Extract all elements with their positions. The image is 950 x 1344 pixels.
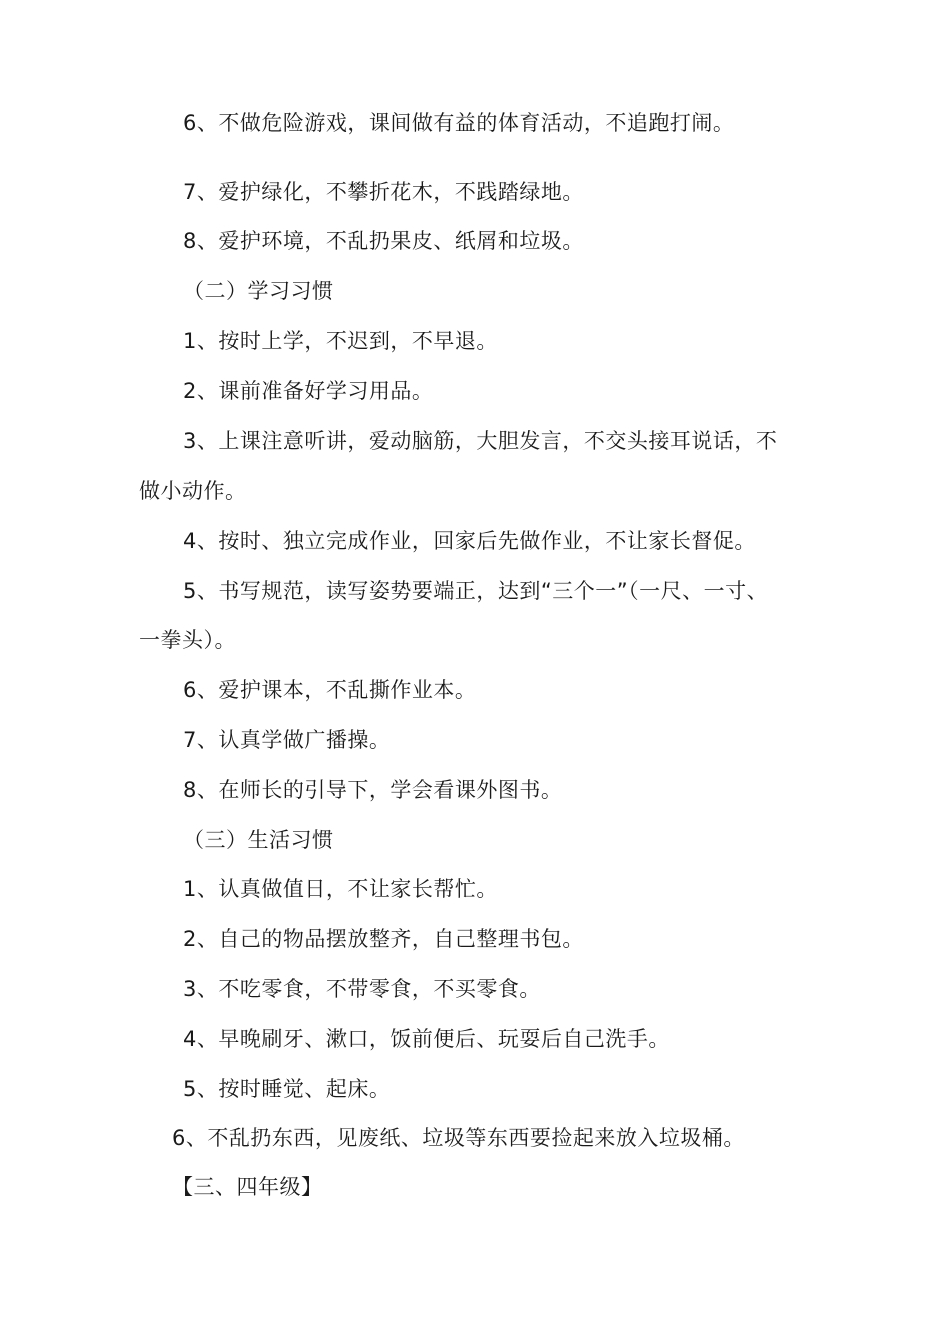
section-heading-study-habits: （二）学习习惯 bbox=[183, 279, 334, 303]
text-line-conduct-6: 6、不做危险游戏，课间做有益的体育活动，不追跑打闹。 bbox=[183, 111, 735, 135]
text-line-life-6: 6、不乱扔东西，见废纸、垃圾等东西要捡起来放入垃圾桶。 bbox=[172, 1126, 745, 1150]
text-line-study-2: 2、课前准备好学习用品。 bbox=[183, 379, 434, 403]
text-line-life-1: 1、认真做值日，不让家长帮忙。 bbox=[183, 877, 498, 901]
text-line-conduct-7: 7、爱护绿化，不攀折花木，不践踏绿地。 bbox=[183, 180, 584, 204]
text-line-study-4: 4、按时、独立完成作业，回家后先做作业，不让家长督促。 bbox=[183, 529, 756, 553]
text-line-study-3-cont: 做小动作。 bbox=[139, 479, 247, 503]
text-line-conduct-8: 8、爱护环境，不乱扔果皮、纸屑和垃圾。 bbox=[183, 229, 584, 253]
text-line-study-7: 7、认真学做广播操。 bbox=[183, 728, 391, 752]
section-heading-grade-3-4: 【三、四年级】 bbox=[172, 1175, 323, 1199]
text-line-study-6: 6、爱护课本，不乱撕作业本。 bbox=[183, 678, 477, 702]
text-line-study-1: 1、按时上学，不迟到，不早退。 bbox=[183, 329, 498, 353]
text-line-life-2: 2、自己的物品摆放整齐，自己整理书包。 bbox=[183, 927, 584, 951]
text-line-life-4: 4、早晚刷牙、漱口，饭前便后、玩耍后自己洗手。 bbox=[183, 1027, 670, 1051]
text-line-study-5-cont: 一拳头）。 bbox=[139, 628, 236, 652]
section-heading-life-habits: （三）生活习惯 bbox=[183, 828, 334, 852]
text-line-study-3: 3、上课注意听讲，爱动脑筋，大胆发言，不交头接耳说话，不 bbox=[183, 429, 778, 453]
text-line-study-8: 8、在师长的引导下，学会看课外图书。 bbox=[183, 778, 563, 802]
text-line-life-5: 5、按时睡觉、起床。 bbox=[183, 1077, 391, 1101]
text-line-study-5: 5、书写规范，读写姿势要端正，达到“三个一”（一尺、一寸、 bbox=[183, 579, 769, 603]
text-line-life-3: 3、不吃零食，不带零食，不买零食。 bbox=[183, 977, 541, 1001]
